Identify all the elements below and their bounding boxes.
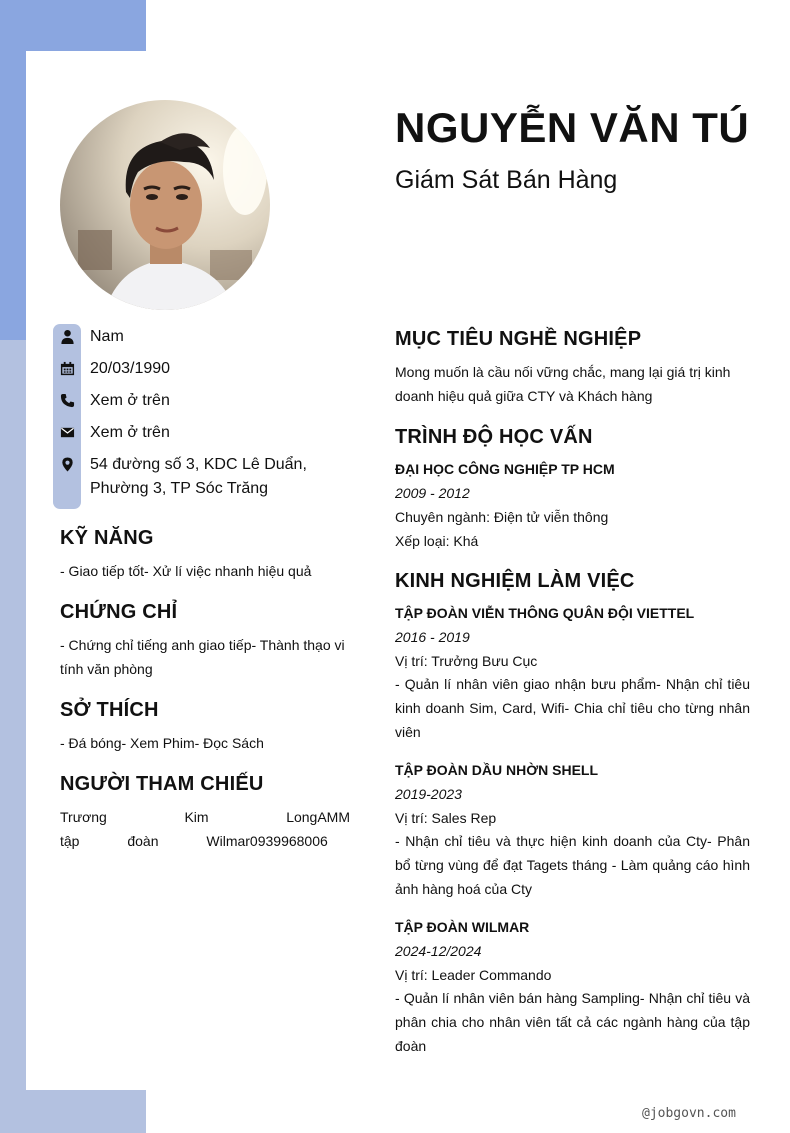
decor-strip-left	[0, 340, 26, 1133]
references-text: Trương Kim LongAMM tập đoàn Wilmar0939968006	[60, 809, 350, 849]
avatar	[60, 100, 270, 310]
job-position: Vị trí: Sales Rep	[395, 810, 497, 826]
hobbies-text: - Đá bóng- Xem Phim- Đọc Sách	[60, 735, 264, 751]
job-title: Giám Sát Bán Hàng	[395, 166, 618, 194]
education-grade: Xếp loại: Khá	[395, 533, 479, 549]
education-major: Chuyên ngành: Điện tử viễn thông	[395, 509, 609, 525]
contact-email	[58, 421, 170, 445]
job-position: Vị trí: Leader Commando	[395, 967, 552, 983]
school-name: ĐẠI HỌC CÔNG NGHIỆP TP HCM	[395, 461, 615, 477]
contact-address	[58, 453, 358, 501]
job-description: - Quản lí nhân viên bán hàng Sampling- Nhận chỉ tiêu và phân chia cho nhân viên tất cả các ngành hàng của tập đoàn	[395, 990, 750, 1054]
job-position: Vị trí: Trưởng Bưu Cục	[395, 653, 538, 669]
contact-birthdate	[58, 357, 170, 381]
candidate-name: NGUYỄN VĂN TÚ	[395, 104, 750, 151]
job-period: 2024-12/2024	[395, 943, 482, 959]
job-company: TẬP ĐOÀN WILMAR	[395, 919, 530, 935]
job-period: 2016 - 2019	[395, 629, 470, 645]
job-description: - Nhận chỉ tiêu và thực hiện kinh doanh của Cty- Phân bổ từng vùng để đạt Tagets tháng - Làm quảng cáo hình ảnh hàng hoá của Cty	[395, 833, 750, 897]
education-heading: TRÌNH ĐỘ HỌC VẤN	[395, 426, 593, 448]
objective-text: Mong muốn là cầu nối vững chắc, mang lại giá trị kinh doanh hiệu quả giữa CTY và Khách hàng	[395, 364, 731, 404]
contact-text: 54 đường số 3, KDC Lê Duẩn, Phường 3, TP Sóc Trăng	[90, 456, 307, 497]
skills-heading: KỸ NĂNG	[60, 527, 154, 549]
job-company: TẬP ĐOÀN VIỄN THÔNG QUÂN ĐỘI VIETTEL	[395, 605, 695, 621]
contact-phone	[58, 389, 170, 413]
education-period: 2009 - 2012	[395, 485, 470, 501]
references-heading: NGƯỜI THAM CHIẾU	[60, 773, 264, 795]
decor-block-bottom	[0, 1090, 146, 1133]
hobbies-heading: SỞ THÍCH	[60, 699, 159, 721]
contact-text: 20/03/1990	[90, 360, 171, 377]
mail-icon	[58, 421, 76, 443]
profile-photo-icon	[60, 100, 270, 310]
certificates-heading: CHỨNG CHỈ	[60, 601, 178, 623]
contact-text: Xem ở trên	[90, 424, 170, 441]
job-description: - Quản lí nhân viên giao nhận bưu phẩm- Nhận chỉ tiêu kinh doanh Sim, Card, Wifi- Chia chỉ tiêu cho từng nhân viên	[395, 676, 750, 740]
watermark: @jobgovn.com	[642, 1106, 736, 1121]
job-period: 2019-2023	[395, 786, 462, 802]
phone-icon	[58, 389, 76, 411]
skills-text: - Giao tiếp tốt- Xử lí việc nhanh hiệu quả	[60, 563, 312, 579]
person-icon	[58, 325, 76, 347]
contact-text: Nam	[90, 328, 124, 345]
job-company: TẬP ĐOÀN DẦU NHỜN SHELL	[395, 762, 599, 778]
experience-heading: KINH NGHIỆM LÀM VIỆC	[395, 570, 635, 592]
contact-gender	[58, 325, 124, 349]
certificates-text: - Chứng chỉ tiếng anh giao tiếp- Thành thạo vi tính văn phòng	[60, 637, 345, 677]
location-icon	[58, 453, 76, 475]
calendar-icon	[58, 357, 76, 379]
contact-text: Xem ở trên	[90, 392, 170, 409]
objective-heading: MỤC TIÊU NGHỀ NGHIỆP	[395, 328, 642, 350]
